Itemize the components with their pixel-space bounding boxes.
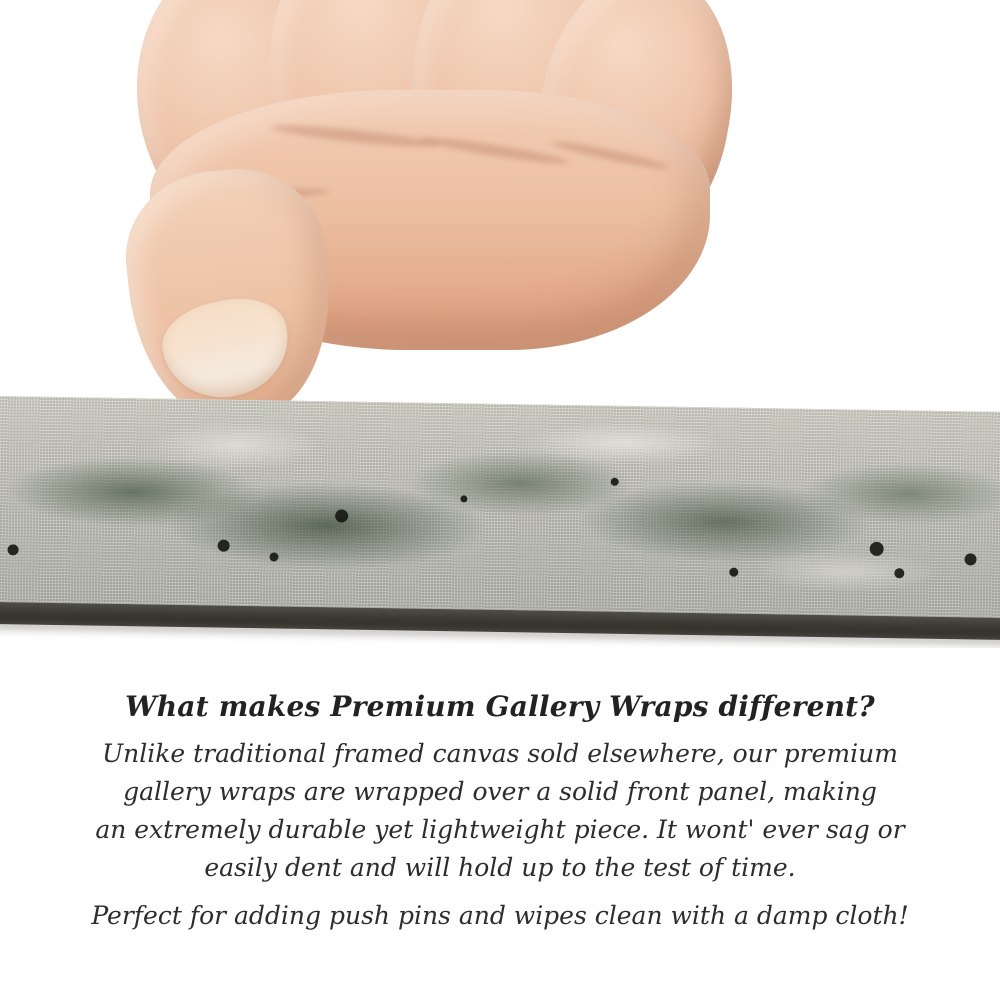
caption-title: What makes Premium Gallery Wraps different? bbox=[125, 690, 875, 723]
canvas-speck bbox=[894, 568, 904, 578]
canvas-speck bbox=[218, 540, 230, 552]
caption-line-3: an extremely durable yet lightweight piece. It wont' ever sag or bbox=[95, 815, 905, 844]
caption-line-2: gallery wraps are wrapped over a solid front panel, making bbox=[123, 777, 877, 806]
thumbnail bbox=[155, 289, 298, 409]
canvas-speck bbox=[964, 553, 976, 565]
human-hand bbox=[120, 0, 740, 460]
canvas-print-surface bbox=[0, 396, 1000, 620]
canvas-speck bbox=[335, 509, 348, 522]
caption-line-4: easily dent and will hold up to the test of time. bbox=[204, 853, 796, 882]
canvas-speck bbox=[611, 478, 619, 486]
caption-block bbox=[0, 690, 1000, 935]
canvas-speck bbox=[269, 552, 278, 561]
caption-final-line: Perfect for adding push pins and wipes clean with a damp cloth! bbox=[91, 901, 909, 930]
canvas-speck bbox=[729, 568, 738, 577]
canvas-speck bbox=[870, 542, 884, 556]
caption-line-1: Unlike traditional framed canvas sold elsewhere, our premium bbox=[102, 739, 898, 768]
canvas-speck bbox=[460, 495, 467, 502]
gallery-wrap-canvas bbox=[0, 396, 1000, 648]
canvas-speck bbox=[7, 544, 18, 555]
